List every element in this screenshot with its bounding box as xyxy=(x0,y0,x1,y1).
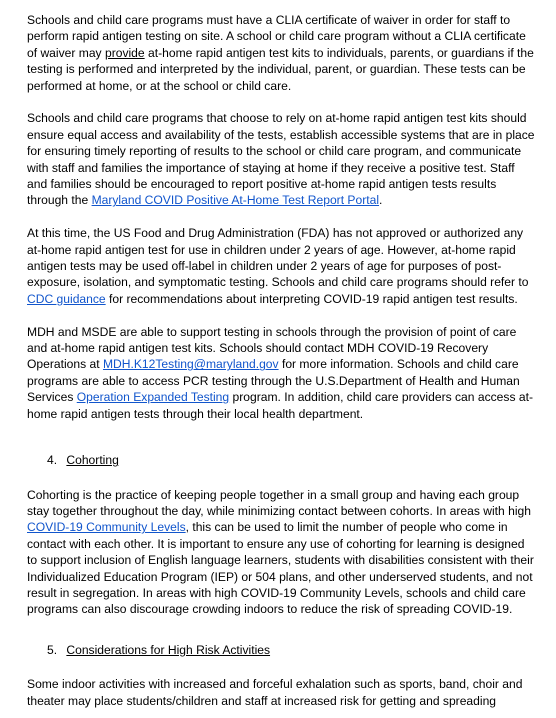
paragraph-cohorting xyxy=(27,487,536,618)
section-title: Cohorting xyxy=(66,453,119,468)
paragraph-high-risk-activities xyxy=(27,676,536,709)
link-maryland-test-report-portal[interactable]: Maryland COVID Positive At-Home Test Report Portal xyxy=(91,193,380,208)
link-cdc-guidance[interactable]: CDC guidance xyxy=(27,291,106,306)
paragraph-text: At this time, the US Food and Drug Administration (FDA) has not approved or authorized any at-home rapid antigen test for use in children under 2 years of age. However, at-home rapid antigen tests may be used off-label in children under 2 years of age for purposes of post-exposure, isolation, and symptomatic testing. Schools and child care programs should refer to xyxy=(27,226,529,290)
section-number: 5. xyxy=(47,642,58,657)
paragraph-text: Schools and child care programs must have a CLIA certificate of waiver in order for staff to perform rapid antigen testing on site. A school or child care program without a CLIA certificate of waiver may xyxy=(27,13,526,60)
paragraph-text: program. In addition, child care providers can access at-home rapid antigen tests through their local health department. xyxy=(27,390,533,421)
paragraph-at-home-tests xyxy=(27,110,536,208)
paragraph-text: Schools and child care programs that choose to rely on at-home rapid antigen test kits should ensure equal access and availability of the tests, establish accessible systems that are in place for ensuring timely reporting of results to the school or child care program, and communicate with staff and families the importance of staying at home if they receive a positive test. Staff and families should be encouraged to report positive at-home rapid antigen tests results through the xyxy=(27,111,535,208)
section-heading-high-risk-activities xyxy=(47,642,536,658)
paragraph-text: MDH and MSDE are able to support testing in schools through the provision of point of care and at-home rapid antigen test kits. Schools should contact MDH COVID-19 Recovery Operations at xyxy=(27,324,517,372)
section-number: 4. xyxy=(47,453,58,468)
link-covid-community-levels[interactable]: COVID-19 Community Levels xyxy=(27,520,186,535)
paragraph-text: for more information. Schools and child care programs are able to access PCR testing through the U.S.Department of Health and Human Services xyxy=(27,357,520,405)
paragraph-clia-waiver xyxy=(27,12,536,94)
link-mdh-k12-testing-email[interactable]: MDH.K12Testing@maryland.gov xyxy=(102,357,279,372)
paragraph-text: Cohorting is the practice of keeping people together in a small group and having each group stay together throughout the day, while minimizing contact between cohorts. In areas with high xyxy=(27,487,531,518)
underlined-word-provide: provide xyxy=(104,45,145,60)
paragraph-text: at-home rapid antigen test kits to individuals, parents, or guardians if the testing is performed and interpreted by the individual, parent, or guardian. These tests can be performed at home, or at the school or child care. xyxy=(27,45,534,93)
link-operation-expanded-testing[interactable]: Operation Expanded Testing xyxy=(76,390,230,405)
paragraph-mdh-msde-support xyxy=(27,324,536,422)
section-title: Considerations for High Risk Activities xyxy=(66,642,271,657)
paragraph-text: for recommendations about interpreting COVID-19 rapid antigen test results. xyxy=(105,291,518,306)
paragraph-fda-children xyxy=(27,225,536,307)
paragraph-text: Some indoor activities with increased and forceful exhalation such as sports, band, choir and theater may place students/children and staff at increased risk for getting and spreading xyxy=(27,677,523,708)
paragraph-text: , this can be used to limit the number of people who come in contact with each other. It is important to ensure any use of cohorting for learning is designed to support inclusion of English language learners, students with disabilities consistent with their Individualized Education Program (IEP) or 504 plans, and other underserved students, and not result in segregation. In areas with high COVID-19 Community Levels, schools and child care programs can also discourage crowding indoors to reduce the risk of spreading COVID-19. xyxy=(27,520,534,617)
section-heading-cohorting xyxy=(47,452,536,468)
paragraph-text: . xyxy=(379,193,383,208)
